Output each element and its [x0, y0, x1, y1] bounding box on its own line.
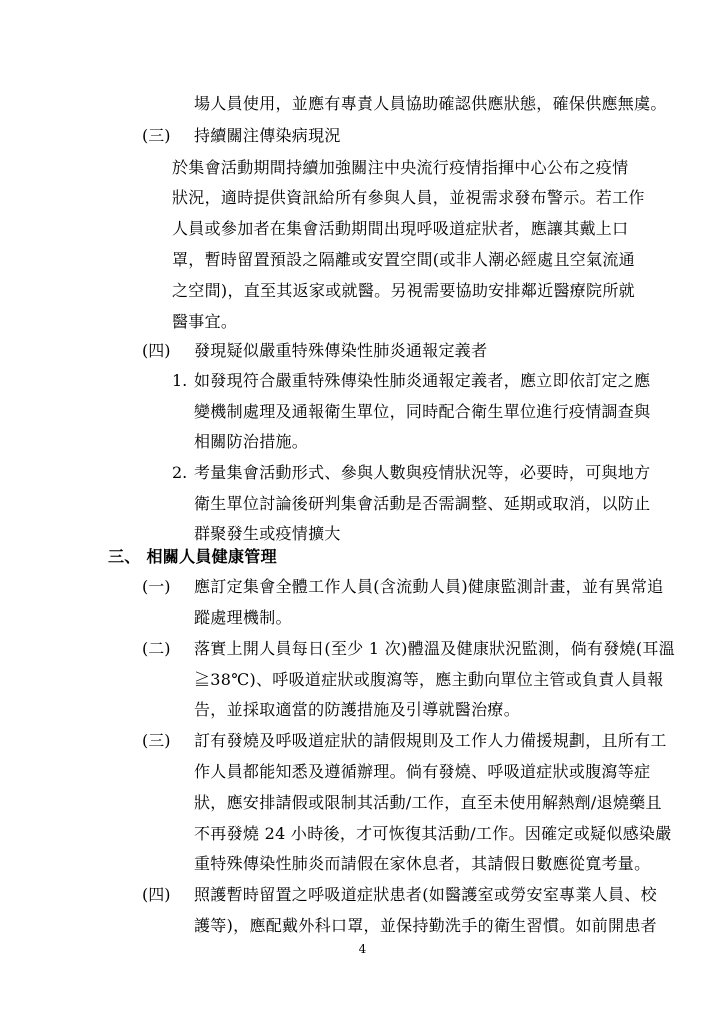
s3-item3-line: 不再發燒 24 小時後，才可恢復其活動/工作。因確定或疑似感染嚴	[194, 824, 672, 843]
s3-item2-line: 告，並採取適當的防護措施及引導就醫治療。	[194, 700, 521, 719]
item3-line: 人員或參加者在集會活動期間出現呼吸道症狀者，應讓其戴上口	[172, 219, 629, 238]
s3-item1-line: 蹤處理機制。	[194, 608, 292, 627]
page-number: 4	[358, 942, 367, 956]
s3-item3-line: 重特殊傳染性肺炎而請假在家休息者，其請假日數應從寬考量。	[194, 854, 651, 873]
item4-sub1-line: 相關防治措施。	[194, 432, 309, 451]
item4-sub2-line: 群聚發生或疫情擴大	[194, 524, 341, 543]
s3-item1-marker: (一)	[142, 577, 171, 596]
item3-line: 罩，暫時留置預設之隔離或安置空間(或非人潮必經處且空氣流通	[172, 250, 635, 269]
s3-item4-marker: (四)	[142, 885, 171, 904]
item3-line: 狀況，適時提供資訊給所有參與人員，並視需求發布警示。若工作	[172, 188, 645, 207]
item3-marker: (三)	[142, 126, 171, 145]
item4-sub2-line: 考量集會活動形式、參與人數與疫情狀況等，必要時，可與地方	[194, 463, 651, 482]
s3-item2-line: ≧38℃)、呼吸道症狀或腹瀉等，應主動向單位主管或負責人員報	[194, 670, 664, 689]
item4-sub1-marker: 1.	[172, 371, 188, 390]
item4-sub2-line: 衛生單位討論後研判集會活動是否需調整、延期或取消，以防止	[194, 494, 651, 513]
s3-item2-marker: (二)	[142, 639, 171, 658]
s3-item3-marker: (三)	[142, 731, 171, 750]
intro-line: 場人員使用，並應有專責人員協助確認供應狀態，確保供應無虞。	[194, 94, 667, 113]
s3-item4-line: 護等)，應配戴外科口罩，並保持勤洗手的衛生習慣。如前開患者	[194, 916, 657, 935]
s3-item3-line: 作人員都能知悉及遵循辦理。倘有發燒、呼吸道症狀或腹瀉等症	[194, 762, 651, 781]
item3-line: 之空間)，直至其返家或就醫。另視需要協助安排鄰近醫療院所就	[172, 281, 635, 300]
section3-heading: 三、 相關人員健康管理	[108, 547, 277, 566]
s3-item3-line: 訂有發燒及呼吸道症狀的請假規則及工作人力備援規劃，且所有工	[194, 731, 667, 750]
s3-item1-line: 應訂定集會全體工作人員(含流動人員)健康監測計畫，並有異常追	[194, 577, 664, 596]
item4-sub2-marker: 2.	[172, 463, 188, 482]
item3-line: 於集會活動期間持續加強關注中央流行疫情指揮中心公布之疫情	[172, 158, 629, 177]
item4-sub1-line: 變機制處理及通報衛生單位，同時配合衛生單位進行疫情調查與	[194, 402, 651, 421]
item4-marker: (四)	[142, 341, 171, 360]
s3-item4-line: 照護暫時留置之呼吸道症狀患者(如醫護室或勞安室專業人員、校	[194, 885, 657, 904]
s3-item3-line: 狀，應安排請假或限制其活動/工作，直至未使用解熱劑/退燒藥且	[194, 793, 662, 812]
item4-title: 發現疑似嚴重特殊傳染性肺炎通報定義者	[194, 341, 488, 360]
item3-line: 醫事宜。	[172, 312, 238, 331]
item4-sub1-line: 如發現符合嚴重特殊傳染性肺炎通報定義者，應立即依訂定之應	[194, 371, 651, 390]
s3-item2-line: 落實上開人員每日(至少 1 次)體溫及健康狀況監測，倘有發燒(耳溫	[194, 639, 675, 658]
item3-title: 持續關注傳染病現況	[194, 126, 341, 145]
